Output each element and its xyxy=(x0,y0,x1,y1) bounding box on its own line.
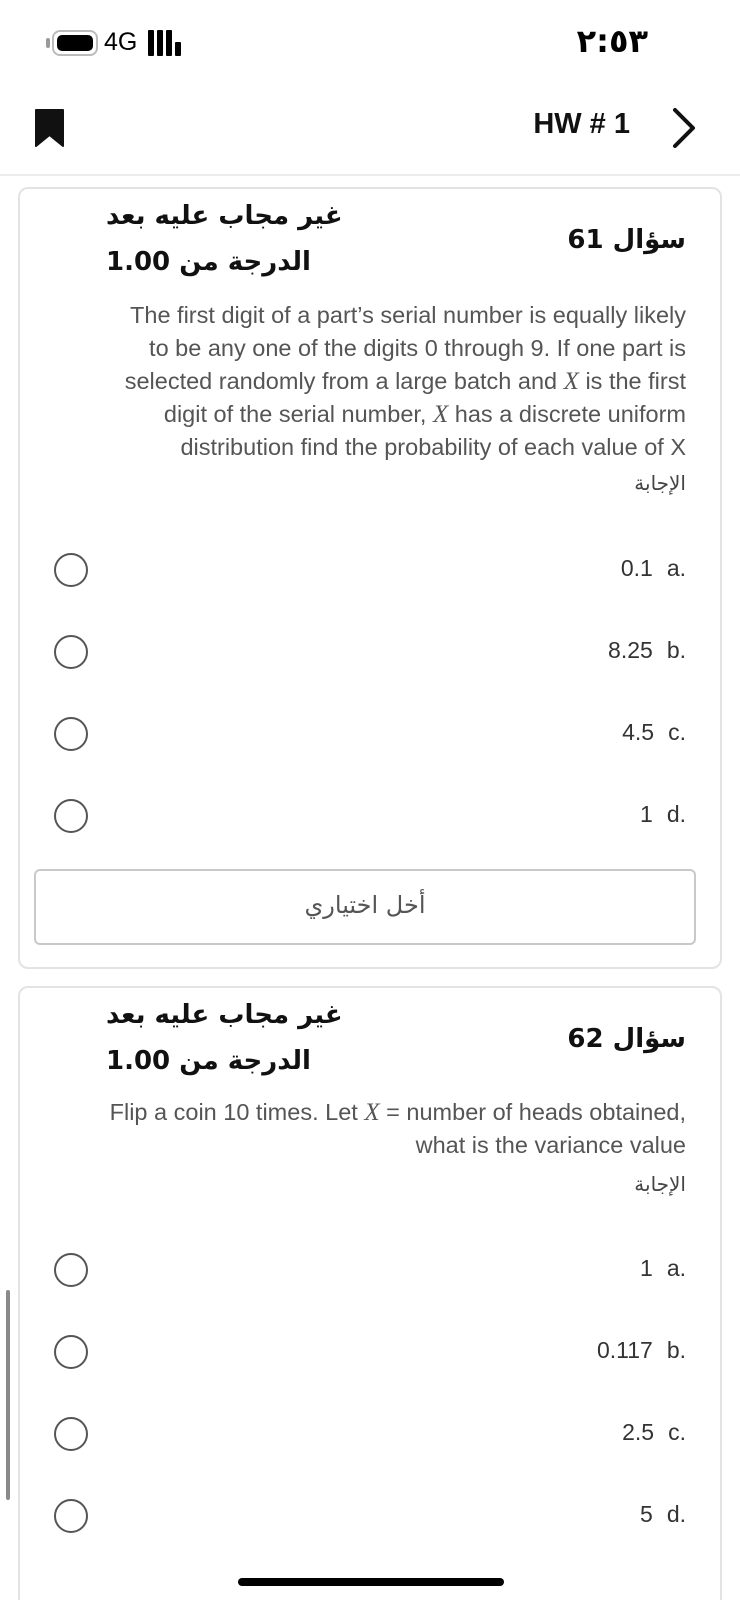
radio-button[interactable] xyxy=(54,635,88,669)
answer-label: الإجابة xyxy=(634,1172,686,1196)
question-card xyxy=(18,187,722,969)
radio-button[interactable] xyxy=(54,717,88,751)
question-grade: الدرجة من 1.00 xyxy=(106,1046,311,1076)
question-card xyxy=(18,986,722,1600)
status-time: ٢:٥٣ xyxy=(576,22,648,60)
radio-button[interactable] xyxy=(54,1335,88,1369)
question-number: سؤال 61 xyxy=(567,225,686,255)
signal-icon xyxy=(148,30,182,56)
question-status: غير مجاب عليه بعد xyxy=(106,1000,343,1030)
radio-button[interactable] xyxy=(54,1253,88,1287)
radio-button[interactable] xyxy=(54,1417,88,1451)
radio-button[interactable] xyxy=(54,799,88,833)
option-c[interactable] xyxy=(20,697,720,777)
option-a[interactable] xyxy=(20,1233,720,1313)
option-label: 0.1 a. xyxy=(620,555,686,581)
option-label: 2.5 c. xyxy=(622,1419,686,1445)
question-text: Flip a coin 10 times. Let X = number of heads obtained, what is the variance value xyxy=(109,1099,686,1158)
option-label: 1 a. xyxy=(640,1255,686,1281)
option-label: 8.25 b. xyxy=(608,637,686,663)
status-bar xyxy=(0,0,740,88)
option-label: 1 d. xyxy=(640,801,686,827)
question-text: The first digit of a part’s serial number is equally likely to be any one of the digits 0 through 9. If one part is selected randomly from a large batch and X is the first digit of the serial number, X has a discrete uniform distribution find the probability of each value of X xyxy=(124,302,686,460)
radio-button[interactable] xyxy=(54,1499,88,1533)
scrollbar[interactable] xyxy=(6,1290,10,1500)
radio-button[interactable] xyxy=(54,553,88,587)
option-label: 4.5 c. xyxy=(622,719,686,745)
option-b[interactable] xyxy=(20,615,720,695)
option-b[interactable] xyxy=(20,1315,720,1395)
question-grade: الدرجة من 1.00 xyxy=(106,247,311,277)
question-status: غير مجاب عليه بعد xyxy=(106,201,343,231)
home-indicator[interactable] xyxy=(238,1578,504,1586)
option-a[interactable] xyxy=(20,533,720,613)
app-header xyxy=(0,88,740,176)
bookmark-icon[interactable] xyxy=(34,108,65,148)
page-title: HW # 1 xyxy=(533,108,630,140)
option-c[interactable] xyxy=(20,1397,720,1477)
network-type: 4G xyxy=(104,28,138,56)
battery-cap xyxy=(46,38,50,48)
battery-icon xyxy=(52,30,98,56)
option-label: 0.117 b. xyxy=(596,1337,686,1363)
question-number: سؤال 62 xyxy=(567,1024,686,1054)
answer-label: الإجابة xyxy=(634,471,686,495)
option-d[interactable] xyxy=(20,1479,720,1559)
chevron-right-icon[interactable] xyxy=(670,106,698,150)
clear-choice-button[interactable]: أخل اختياري xyxy=(34,869,696,945)
option-d[interactable] xyxy=(20,779,720,859)
option-label: 5 d. xyxy=(640,1501,686,1527)
